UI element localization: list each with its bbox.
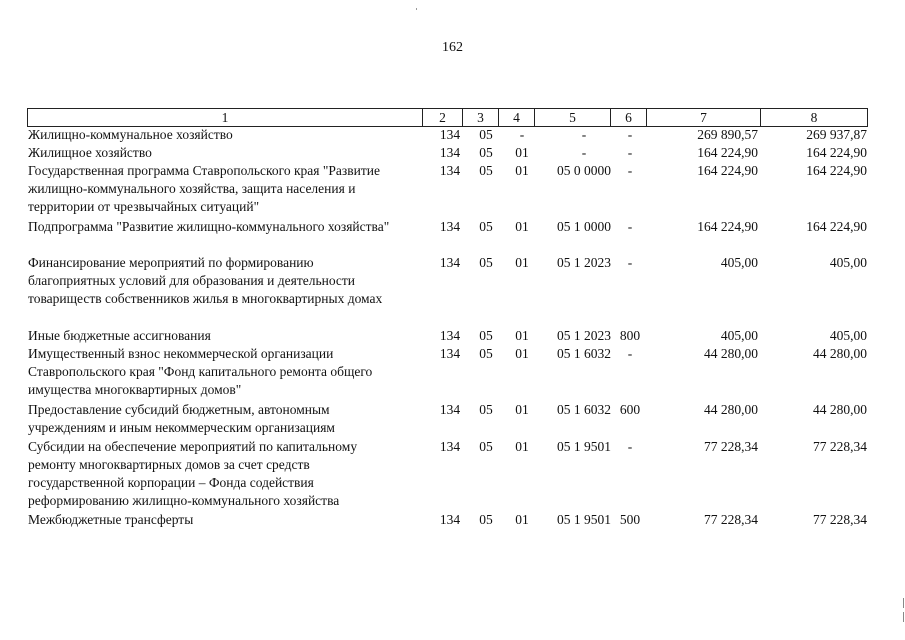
row-amount-year2: 164 224,90 xyxy=(806,163,867,178)
row-expense-type: 500 xyxy=(619,512,641,527)
row-amount-year2: 405,00 xyxy=(829,255,867,270)
column-header-6: 6 xyxy=(611,109,647,127)
row-expense-type: - xyxy=(627,255,633,270)
row-ministry-code: 134 xyxy=(439,512,461,527)
column-header-2: 2 xyxy=(423,109,463,127)
row-ministry-code: 134 xyxy=(439,145,461,160)
row-section: 05 xyxy=(479,219,493,234)
row-target-article: 05 1 6032 xyxy=(557,402,611,417)
row-ministry-code: 134 xyxy=(439,328,461,343)
row-ministry-code: 134 xyxy=(439,402,461,417)
row-section: 05 xyxy=(479,127,493,142)
row-amount-year2: 164 224,90 xyxy=(806,219,867,234)
column-header-1: 1 xyxy=(28,109,423,127)
row-target-article: 05 0 0000 xyxy=(557,163,611,178)
row-subsection: 01 xyxy=(515,402,529,417)
row-section: 05 xyxy=(479,402,493,417)
column-header-table xyxy=(27,108,868,127)
row-amount-year1: 44 280,00 xyxy=(704,346,758,361)
row-section: 05 xyxy=(479,163,493,178)
row-target-article: 05 1 0000 xyxy=(557,219,611,234)
row-expense-type: - xyxy=(627,145,633,160)
column-header-7: 7 xyxy=(647,109,761,127)
row-amount-year2: 405,00 xyxy=(829,328,867,343)
row-name: Финансирование мероприятий по формированию благоприятных условий для образования и деятельности товариществ собственников жилья в многоквартирных домах xyxy=(28,255,383,306)
row-amount-year2: 44 280,00 xyxy=(813,402,867,417)
row-name: Государственная программа Ставропольского края "Развитие жилищно-коммунального хозяйства, защита населения и территории от чрезвычайных ситуаций" xyxy=(28,163,380,214)
row-amount-year2: 164 224,90 xyxy=(806,145,867,160)
row-target-article: - xyxy=(581,127,587,142)
row-ministry-code: 134 xyxy=(439,439,461,454)
row-expense-type: - xyxy=(627,163,633,178)
row-section: 05 xyxy=(479,346,493,361)
row-amount-year1: 164 224,90 xyxy=(697,145,758,160)
row-name: Иные бюджетные ассигнования xyxy=(28,328,211,343)
row-amount-year2: 77 228,34 xyxy=(813,512,867,527)
row-ministry-code: 134 xyxy=(439,163,461,178)
row-expense-type: 800 xyxy=(619,328,641,343)
row-name: Имущественный взнос некоммерческой организации Ставропольского края "Фонд капитального ремонта общего имущества многоквартирных домов" xyxy=(28,346,373,397)
column-header-4: 4 xyxy=(499,109,535,127)
row-amount-year1: 405,00 xyxy=(720,328,758,343)
row-name: Межбюджетные трансферты xyxy=(28,512,194,527)
row-amount-year1: 164 224,90 xyxy=(697,219,758,234)
row-amount-year2: 77 228,34 xyxy=(813,439,867,454)
row-target-article: 05 1 6032 xyxy=(557,346,611,361)
row-amount-year1: 405,00 xyxy=(720,255,758,270)
column-header-8: 8 xyxy=(761,109,868,127)
scan-mark-top xyxy=(416,8,417,10)
row-expense-type: 600 xyxy=(619,402,641,417)
row-expense-type: - xyxy=(627,439,633,454)
column-header-5: 5 xyxy=(535,109,611,127)
row-section: 05 xyxy=(479,512,493,527)
row-subsection: 01 xyxy=(515,255,529,270)
row-subsection: 01 xyxy=(515,512,529,527)
row-target-article: - xyxy=(581,145,587,160)
row-section: 05 xyxy=(479,328,493,343)
row-section: 05 xyxy=(479,439,493,454)
row-name: Жилищно-коммунальное хозяйство xyxy=(28,127,233,142)
scan-mark-right xyxy=(903,598,904,608)
row-expense-type: - xyxy=(627,219,633,234)
row-subsection: 01 xyxy=(515,439,529,454)
row-section: 05 xyxy=(479,255,493,270)
row-amount-year2: 44 280,00 xyxy=(813,346,867,361)
row-name: Жилищное хозяйство xyxy=(28,145,152,160)
row-target-article: 05 1 9501 xyxy=(557,439,611,454)
row-target-article: 05 1 9501 xyxy=(557,512,611,527)
row-name: Подпрограмма "Развитие жилищно-коммунального хозяйства" xyxy=(28,219,390,234)
row-ministry-code: 134 xyxy=(439,219,461,234)
row-amount-year2: 269 937,87 xyxy=(806,127,867,142)
row-subsection: 01 xyxy=(515,328,529,343)
row-ministry-code: 134 xyxy=(439,127,461,142)
column-header-3: 3 xyxy=(463,109,499,127)
row-target-article: 05 1 2023 xyxy=(557,328,611,343)
column-header-row xyxy=(28,109,868,127)
row-name: Предоставление субсидий бюджетным, автономным учреждениям и иным некоммерческим организациям xyxy=(28,402,335,435)
row-section: 05 xyxy=(479,145,493,160)
page-number: 162 xyxy=(442,40,463,55)
row-target-article: 05 1 2023 xyxy=(557,255,611,270)
row-amount-year1: 77 228,34 xyxy=(704,512,758,527)
scan-mark-right xyxy=(903,612,904,622)
row-expense-type: - xyxy=(627,346,633,361)
row-ministry-code: 134 xyxy=(439,255,461,270)
row-expense-type: - xyxy=(627,127,633,142)
row-subsection: 01 xyxy=(515,346,529,361)
row-amount-year1: 44 280,00 xyxy=(704,402,758,417)
row-amount-year1: 164 224,90 xyxy=(697,163,758,178)
row-subsection: 01 xyxy=(515,163,529,178)
row-name: Субсидии на обеспечение мероприятий по капитальному ремонту многоквартирных домов за счет средств государственной корпорации – Фонда содействия реформированию жилищно-коммунального хозяйства xyxy=(28,439,358,508)
row-subsection: 01 xyxy=(515,145,529,160)
row-subsection: - xyxy=(519,127,525,142)
row-amount-year1: 77 228,34 xyxy=(704,439,758,454)
row-subsection: 01 xyxy=(515,219,529,234)
row-ministry-code: 134 xyxy=(439,346,461,361)
row-amount-year1: 269 890,57 xyxy=(697,127,758,142)
